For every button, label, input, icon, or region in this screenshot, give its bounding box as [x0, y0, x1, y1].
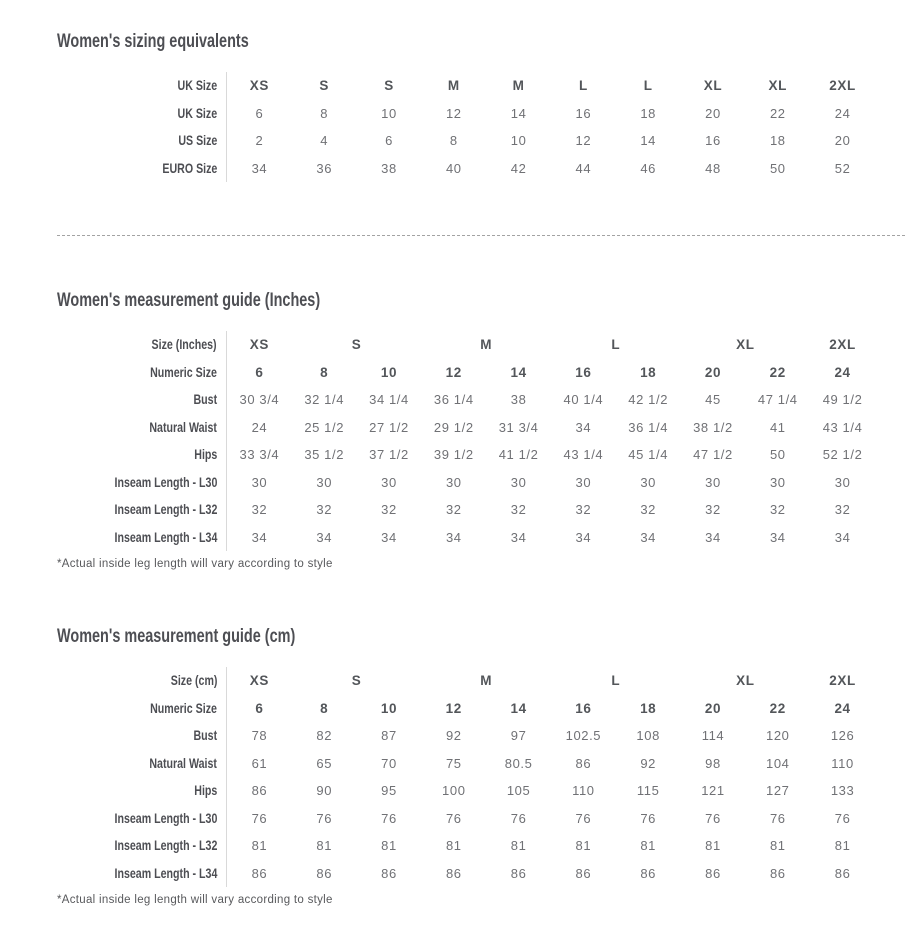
size-value-cell: 42 1/2: [628, 392, 669, 407]
size-header-cell: XL: [768, 78, 787, 93]
size-value-cell: 114: [701, 728, 725, 743]
size-value-cell: 86: [834, 865, 851, 881]
size-value-cell: 32: [575, 502, 592, 517]
size-header-cell: M: [447, 78, 460, 93]
row-label: Numeric Size: [57, 695, 227, 723]
size-value-cell: 120: [766, 728, 790, 743]
size-header-cell: 2XL: [829, 673, 856, 688]
size-value-cell: 31 3/4: [498, 419, 539, 435]
size-header-cell: 6: [255, 364, 264, 380]
size-value-cell: 81: [381, 838, 397, 853]
size-value-cell: 36 1/4: [433, 392, 474, 407]
size-value-cell: 36: [316, 160, 333, 176]
size-value-cell: 76: [640, 810, 657, 826]
size-value-cell: 81: [316, 838, 333, 853]
size-value-cell: 81: [769, 838, 786, 853]
size-value-cell: 34: [251, 160, 268, 176]
size-value-cell: 32 1/4: [304, 392, 345, 407]
size-value-cell: 76: [251, 810, 268, 826]
size-header-cell: 12: [445, 364, 462, 380]
size-value-cell: 81: [834, 838, 851, 853]
size-header-cell: M: [512, 78, 525, 93]
size-value-cell: 78: [251, 728, 268, 743]
size-value-cell: 80.5: [504, 755, 533, 771]
size-value-cell: 30: [834, 474, 851, 490]
size-value-cell: 20: [834, 133, 851, 148]
row-label: Hips: [57, 441, 227, 469]
size-value-cell: 32: [381, 502, 397, 517]
row-label: Size (Inches): [57, 331, 227, 359]
size-header-cell: XL: [736, 337, 755, 352]
size-value-cell: 36 1/4: [628, 419, 669, 435]
size-value-cell: 110: [831, 755, 854, 771]
size-value-cell: 40 1/4: [563, 392, 604, 407]
size-header-cell: 20: [704, 364, 722, 380]
size-value-cell: 76: [510, 810, 527, 826]
size-value-cell: 18: [769, 133, 786, 148]
size-value-cell: 10: [510, 133, 527, 148]
size-value-cell: 52: [834, 160, 851, 176]
row-label: Bust: [57, 722, 227, 750]
size-value-cell: 24: [834, 105, 851, 121]
size-header-cell: 6: [255, 700, 264, 716]
size-value-cell: 39 1/2: [433, 447, 474, 462]
size-value-cell: 22: [769, 105, 786, 121]
size-header-cell: XL: [736, 673, 755, 688]
size-value-cell: 104: [766, 755, 790, 771]
size-value-cell: 86: [445, 865, 462, 881]
size-header-cell: L: [578, 78, 588, 93]
size-value-cell: 45 1/4: [628, 447, 669, 462]
size-value-cell: 42: [510, 160, 527, 176]
row-label: Inseam Length - L30: [57, 805, 227, 833]
size-value-cell: 92: [640, 755, 657, 771]
size-value-cell: 38: [510, 392, 527, 407]
size-value-cell: 102.5: [565, 728, 602, 743]
section-title-sizing-equivalents: Women's sizing equivalents: [57, 31, 249, 52]
size-value-cell: 90: [316, 783, 333, 798]
size-value-cell: 32: [445, 502, 462, 517]
size-header-cell: XS: [249, 337, 269, 352]
size-header-cell: 14: [510, 364, 527, 380]
size-value-cell: 30 3/4: [239, 392, 280, 407]
size-value-cell: 86: [251, 783, 268, 798]
size-value-cell: 33 3/4: [239, 447, 280, 462]
size-value-cell: 34: [510, 529, 527, 545]
inseam-footnote-cm: *Actual inside leg length will vary according to style: [57, 894, 333, 906]
inseam-footnote-inches: *Actual inside leg length will vary according to style: [57, 558, 333, 570]
row-label: EURO Size: [57, 155, 227, 183]
size-value-cell: 34 1/4: [369, 392, 409, 407]
size-value-cell: 75: [445, 755, 462, 771]
size-value-cell: 14: [510, 105, 527, 121]
row-label: Inseam Length - L32: [57, 496, 227, 524]
size-value-cell: 43 1/4: [822, 419, 863, 435]
measurement-cm-table: [57, 667, 905, 887]
size-value-cell: 86: [381, 865, 397, 881]
size-header-cell: XS: [249, 673, 269, 688]
size-value-cell: 86: [705, 865, 721, 881]
size-value-cell: 76: [769, 810, 786, 826]
size-value-cell: 76: [316, 810, 333, 826]
size-value-cell: 41: [769, 419, 786, 435]
size-value-cell: 35 1/2: [304, 447, 345, 462]
size-value-cell: 8: [449, 133, 458, 148]
size-header-cell: 12: [445, 700, 462, 716]
size-value-cell: 86: [575, 865, 592, 881]
row-label: Natural Waist: [57, 414, 227, 442]
row-label: Inseam Length - L30: [57, 469, 227, 497]
size-header-cell: 16: [575, 700, 592, 716]
sizing-equivalents-table: [57, 72, 905, 182]
size-value-cell: 76: [575, 810, 592, 826]
size-value-cell: 38: [381, 160, 397, 176]
row-label: Bust: [57, 386, 227, 414]
size-value-cell: 32: [316, 502, 333, 517]
size-value-cell: 82: [316, 728, 333, 743]
size-value-cell: 108: [636, 728, 660, 743]
size-header-cell: 18: [640, 364, 657, 380]
size-value-cell: 86: [316, 865, 333, 881]
size-guide-page: [57, 0, 905, 907]
size-value-cell: 87: [381, 728, 397, 743]
size-header-cell: 8: [320, 364, 329, 380]
section-title-measurement-inches: Women's measurement guide (Inches): [57, 290, 321, 311]
section-sizing-equivalents: [57, 32, 905, 182]
size-value-cell: 76: [834, 810, 851, 826]
size-value-cell: 92: [445, 728, 462, 743]
size-value-cell: 48: [705, 160, 721, 176]
size-value-cell: 20: [705, 105, 721, 121]
size-value-cell: 52 1/2: [822, 447, 863, 462]
size-value-cell: 30: [575, 474, 592, 490]
size-header-cell: L: [611, 337, 621, 352]
size-value-cell: 127: [766, 783, 790, 798]
size-value-cell: 41 1/2: [498, 447, 539, 462]
size-value-cell: 61: [251, 755, 268, 771]
size-header-cell: 22: [769, 700, 786, 716]
size-value-cell: 47 1/2: [693, 447, 733, 462]
size-value-cell: 12: [575, 133, 592, 148]
section-measurement-inches: [57, 291, 905, 571]
size-header-cell: 22: [769, 364, 786, 380]
size-value-cell: 43 1/4: [563, 447, 604, 462]
size-header-cell: 24: [834, 364, 851, 380]
size-value-cell: 38 1/2: [693, 419, 733, 435]
size-value-cell: 98: [705, 755, 721, 771]
row-label: Size (cm): [57, 667, 227, 695]
size-value-cell: 30: [769, 474, 786, 490]
size-value-cell: 110: [572, 783, 595, 798]
size-header-cell: XS: [249, 78, 269, 93]
size-value-cell: 86: [251, 865, 268, 881]
dashed-divider: [57, 235, 905, 236]
size-value-cell: 81: [705, 838, 721, 853]
size-value-cell: 18: [640, 105, 657, 121]
row-label: Numeric Size: [57, 359, 227, 387]
size-header-cell: S: [319, 78, 329, 93]
size-value-cell: 30: [251, 474, 268, 490]
size-value-cell: 34: [834, 529, 851, 545]
size-header-cell: L: [611, 673, 621, 688]
size-value-cell: 81: [640, 838, 657, 853]
size-value-cell: 86: [510, 865, 527, 881]
size-value-cell: 29 1/2: [433, 419, 474, 435]
size-value-cell: 44: [575, 160, 592, 176]
size-value-cell: 47 1/4: [757, 392, 798, 407]
size-value-cell: 16: [705, 133, 721, 148]
size-header-cell: XL: [703, 78, 723, 93]
size-value-cell: 37 1/2: [369, 447, 409, 462]
row-label: UK Size: [57, 72, 227, 100]
size-value-cell: 34: [640, 529, 657, 545]
row-label: Natural Waist: [57, 750, 227, 778]
size-header-cell: 18: [640, 700, 657, 716]
size-value-cell: 76: [705, 810, 721, 826]
size-value-cell: 8: [320, 105, 329, 121]
size-header-cell: 14: [510, 700, 527, 716]
size-value-cell: 95: [381, 783, 397, 798]
size-value-cell: 34: [445, 529, 462, 545]
section-measurement-cm: [57, 627, 905, 907]
size-value-cell: 86: [769, 865, 786, 881]
size-value-cell: 6: [255, 105, 264, 121]
size-value-cell: 121: [701, 783, 725, 798]
size-header-cell: S: [351, 673, 362, 688]
size-value-cell: 115: [636, 783, 660, 798]
size-value-cell: 81: [445, 838, 462, 853]
size-header-cell: 20: [704, 700, 722, 716]
row-label: Inseam Length - L34: [57, 860, 227, 888]
size-value-cell: 10: [381, 105, 397, 121]
size-header-cell: M: [480, 673, 493, 688]
size-header-cell: S: [384, 78, 394, 93]
size-value-cell: 30: [640, 474, 657, 490]
size-header-cell: L: [643, 78, 653, 93]
size-value-cell: 25 1/2: [304, 419, 345, 435]
size-value-cell: 81: [251, 838, 268, 853]
size-value-cell: 46: [640, 160, 657, 176]
size-value-cell: 12: [445, 105, 462, 121]
row-label: Inseam Length - L34: [57, 524, 227, 552]
size-header-cell: 16: [575, 364, 592, 380]
size-value-cell: 50: [769, 160, 786, 176]
size-value-cell: 30: [381, 474, 397, 490]
size-value-cell: 6: [385, 133, 393, 148]
size-value-cell: 32: [769, 502, 786, 517]
size-value-cell: 32: [834, 502, 851, 517]
size-value-cell: 32: [705, 502, 721, 517]
size-value-cell: 32: [510, 502, 527, 517]
size-value-cell: 32: [640, 502, 657, 517]
size-value-cell: 81: [575, 838, 592, 853]
size-value-cell: 2: [255, 133, 264, 148]
size-value-cell: 50: [769, 447, 786, 462]
size-value-cell: 40: [445, 160, 462, 176]
size-value-cell: 70: [381, 755, 397, 771]
size-value-cell: 133: [830, 783, 855, 798]
size-value-cell: 34: [769, 529, 786, 545]
size-value-cell: 34: [575, 529, 592, 545]
size-value-cell: 76: [445, 810, 462, 826]
size-value-cell: 81: [510, 838, 527, 853]
size-header-cell: 24: [834, 700, 851, 716]
size-value-cell: 30: [316, 474, 333, 490]
size-value-cell: 30: [705, 474, 721, 490]
size-value-cell: 34: [251, 529, 268, 545]
size-value-cell: 86: [640, 865, 657, 881]
size-value-cell: 65: [316, 755, 333, 771]
size-header-cell: 8: [320, 700, 329, 716]
size-value-cell: 32: [251, 502, 268, 517]
size-value-cell: 105: [506, 783, 531, 798]
size-value-cell: 126: [830, 728, 855, 743]
size-header-cell: M: [480, 337, 493, 352]
measurement-inches-table: [57, 331, 905, 551]
row-label: Inseam Length - L32: [57, 832, 227, 860]
size-header-cell: 2XL: [829, 337, 856, 352]
size-header-cell: 10: [380, 700, 398, 716]
size-value-cell: 45: [705, 392, 721, 407]
size-value-cell: 4: [320, 133, 329, 148]
size-value-cell: 34: [705, 529, 721, 545]
size-value-cell: 27 1/2: [369, 419, 409, 435]
section-title-measurement-cm: Women's measurement guide (cm): [57, 626, 296, 647]
row-label: US Size: [57, 127, 227, 155]
size-value-cell: 49 1/2: [822, 392, 863, 407]
size-value-cell: 86: [575, 755, 592, 771]
size-header-cell: 2XL: [829, 78, 856, 93]
size-value-cell: 34: [381, 529, 397, 545]
size-value-cell: 100: [442, 783, 466, 798]
size-value-cell: 30: [445, 474, 462, 490]
size-value-cell: 76: [381, 810, 397, 826]
size-header-cell: S: [351, 337, 362, 352]
row-label: Hips: [57, 777, 227, 805]
row-label: UK Size: [57, 100, 227, 128]
size-header-cell: 10: [380, 364, 398, 380]
size-value-cell: 16: [575, 105, 592, 121]
size-value-cell: 34: [316, 529, 333, 545]
size-value-cell: 24: [251, 419, 268, 435]
size-value-cell: 97: [510, 728, 527, 743]
size-value-cell: 14: [640, 133, 657, 148]
size-value-cell: 34: [575, 419, 592, 435]
size-value-cell: 30: [510, 474, 527, 490]
